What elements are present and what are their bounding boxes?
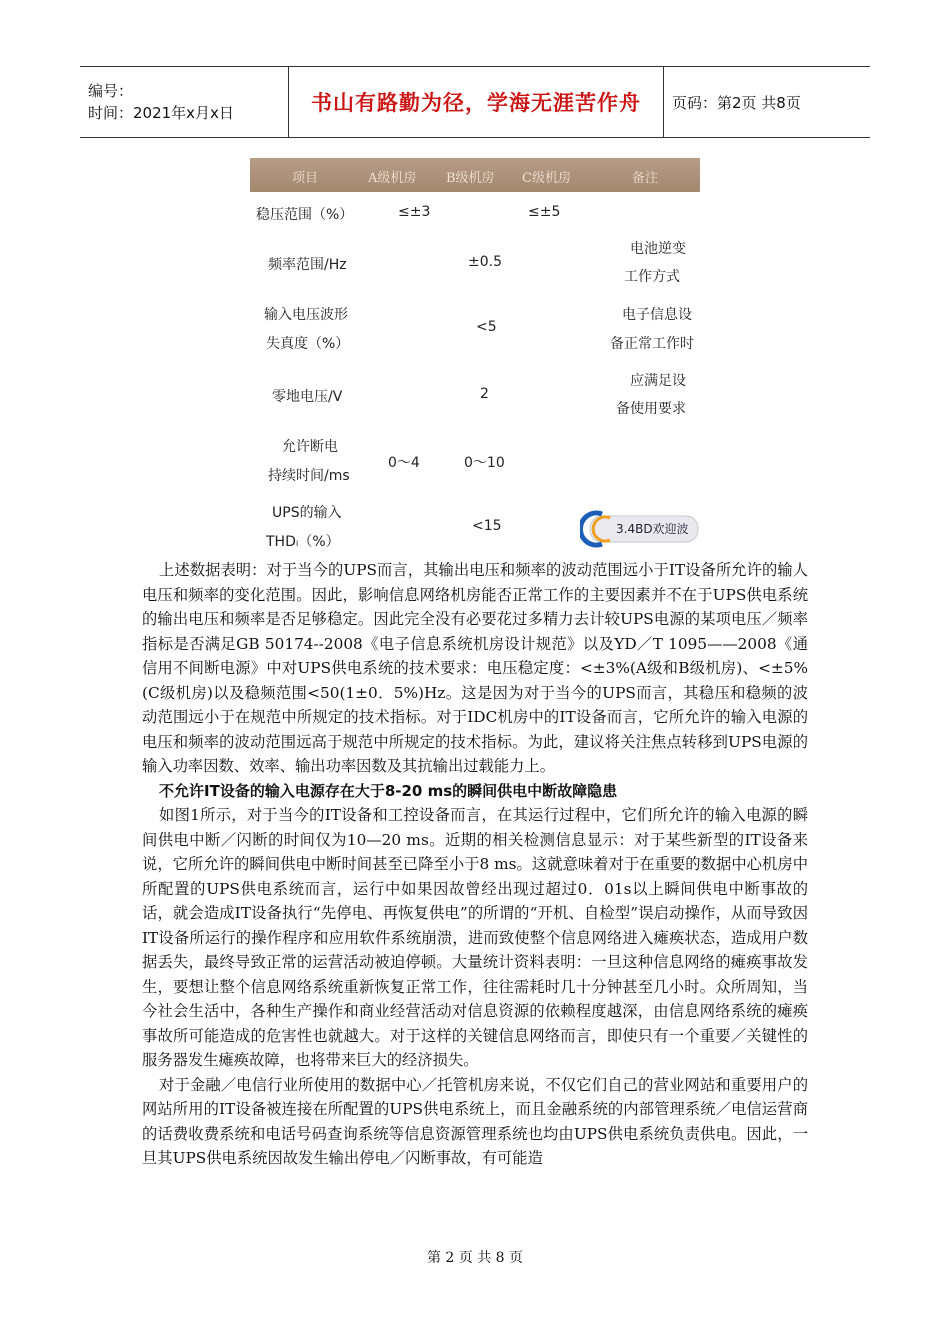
header-page-label: 页码：第2页 共8页 xyxy=(672,93,801,112)
row1-item: 稳压范围（%） xyxy=(256,207,354,223)
row4-b: 2 xyxy=(480,386,489,402)
row2-b: ±0.5 xyxy=(468,254,502,270)
row2-item: 频率范围/Hz xyxy=(268,257,347,273)
row5-item-1: 允许断电 xyxy=(282,439,338,455)
section-subheading: 不允许IT设备的输入电源存在大于8-20 ms的瞬间供电中断故障隐患 xyxy=(159,781,618,800)
row5-item-2: 持续时间/ms xyxy=(268,468,350,484)
table-header-row xyxy=(250,158,700,192)
row2-note-2: 工作方式 xyxy=(624,269,680,285)
row6-b: <15 xyxy=(472,518,502,534)
row3-item-2: 失真度（%） xyxy=(266,336,350,352)
col-header-b: B级机房 xyxy=(446,171,495,186)
row6-item-1: UPS的输入 xyxy=(272,505,342,521)
row4-note-2: 备使用要求 xyxy=(616,401,686,417)
paragraph-3: 对于金融／电信行业所使用的数据中心／托管机房来说，不仅它们自己的营业网站和重要用户的网站所用的IT设备被连接在所配置的UPS供电系统上，而且金融系统的内部管理系统／电信运营商的话费收费系统和电话号码查询系统等信息资源管理系统也均由UPS供电系统负责供电。因此，一旦其UPS供电系统因故发生输出停电／闪断事故，有可能造 xyxy=(142,1075,808,1167)
row4-item: 零地电压/V xyxy=(272,389,343,405)
page-footer: 第 2 页 共 8 页 xyxy=(426,1250,524,1266)
col-header-note: 备注 xyxy=(632,171,659,186)
doc-time-label: 时间：2021年x月x日 xyxy=(88,104,234,122)
row2-note-1: 电池逆变 xyxy=(630,241,686,257)
row4-note-1: 应满足设 xyxy=(630,373,686,389)
row6-item-2: THDᵢ（%） xyxy=(266,534,340,550)
header-motto: 书山有路勤为径，学海无涯苦作舟 xyxy=(288,67,664,137)
page-header xyxy=(80,66,870,138)
col-header-c: C级机房 xyxy=(522,171,571,186)
watermark-logo xyxy=(580,508,700,548)
row1-c: ≤±5 xyxy=(528,204,561,220)
doc-number-label: 编号： xyxy=(88,82,134,100)
body-text xyxy=(142,558,808,1171)
watermark-logo-text: 3.4BD欢迎波 xyxy=(616,522,689,536)
row1-a: ≤±3 xyxy=(398,204,431,220)
row3-note-2: 备正常工作时 xyxy=(610,336,694,352)
header-meta xyxy=(80,67,288,137)
paragraph-2: 如图1所示，对于当今的IT设备和工控设备而言，在其运行过程中，它们所允许的输入电源的瞬间供电中断／闪断的时间仅为10—20 ms。近期的相关检测信息显示：对于某些新型的IT设备来说，它所允许的瞬间供电中断时间甚至已降至小于8 ms。这就意味着对于在重要的数据中心机房中所配置的UPS供电系统而言，运行中如果因故曾经出现过超过0．01s以上瞬间供电中断事故的话，就会造成IT设备执行“先停电、再恢复供电”的所谓的“开机、自检型”误启动操作，从而导致因IT设备所运行的操作程序和应用软件系统崩溃，进而致使整个信息网络进入瘫痪状态，造成用户数据丢失，最终导致正常的运营活动被迫停顿。大量统计资料表明：一旦这种信息网络的瘫痪事故发生，要想让整个信息网络系统重新恢复正常工作，往往需耗时几十分钟甚至几小时。众所周知，当今社会生活中，各种生产操作和商业经营活动对信息资源的依赖程度越深，由信息网络系统的瘫痪事故所可能造成的危害性也就越大。对于这样的关键信息网络而言，即使只有一个重要／关键性的服务器发生瘫痪故障，也将带来巨大的经济损失。 xyxy=(142,806,808,1069)
row3-b: <5 xyxy=(476,319,497,335)
spec-table-image xyxy=(250,158,700,556)
row5-a: 0～4 xyxy=(388,455,420,471)
paragraph-1: 上述数据表明：对于当今的UPS而言，其输出电压和频率的波动范围远小于IT设备所允许的输人电压和频率的变化范围。因此，影响信息网络机房能否正常工作的主要因素并不在于UPS供电系统的输出电压和频率是否足够稳定。因此完全没有必要花过多精力去计较UPS电源的某项电压／频率指标是否满足GB 50174--2008《电子信息系统机房设计规范》以及YD／T 1095——2008《通信用不间断电源》中对UPS供电系统的技术要求：电压稳定度：<±3%(A级和B级机房)、<±5%(C级机房)以及稳频范围<50(1±0．5%)Hz。这是因为对于当今的UPS而言，其稳压和稳频的波动范围远小于在规范中所规定的技术指标。对于IDC机房中的IT设备而言，它所允许的输入电源的电压和频率的波动范围远高于规范中所规定的技术指标。为此，建议将关注焦点转移到UPS电源的输入功率因数、效率、输出功率因数及其抗输出过载能力上。 xyxy=(142,561,808,775)
row3-note-1: 电子信息设 xyxy=(622,307,692,323)
col-header-a: A级机房 xyxy=(368,171,417,186)
row3-item-1: 输入电压波形 xyxy=(264,307,348,323)
col-header-item: 项目 xyxy=(292,171,319,186)
row5-b: 0～10 xyxy=(464,455,505,471)
